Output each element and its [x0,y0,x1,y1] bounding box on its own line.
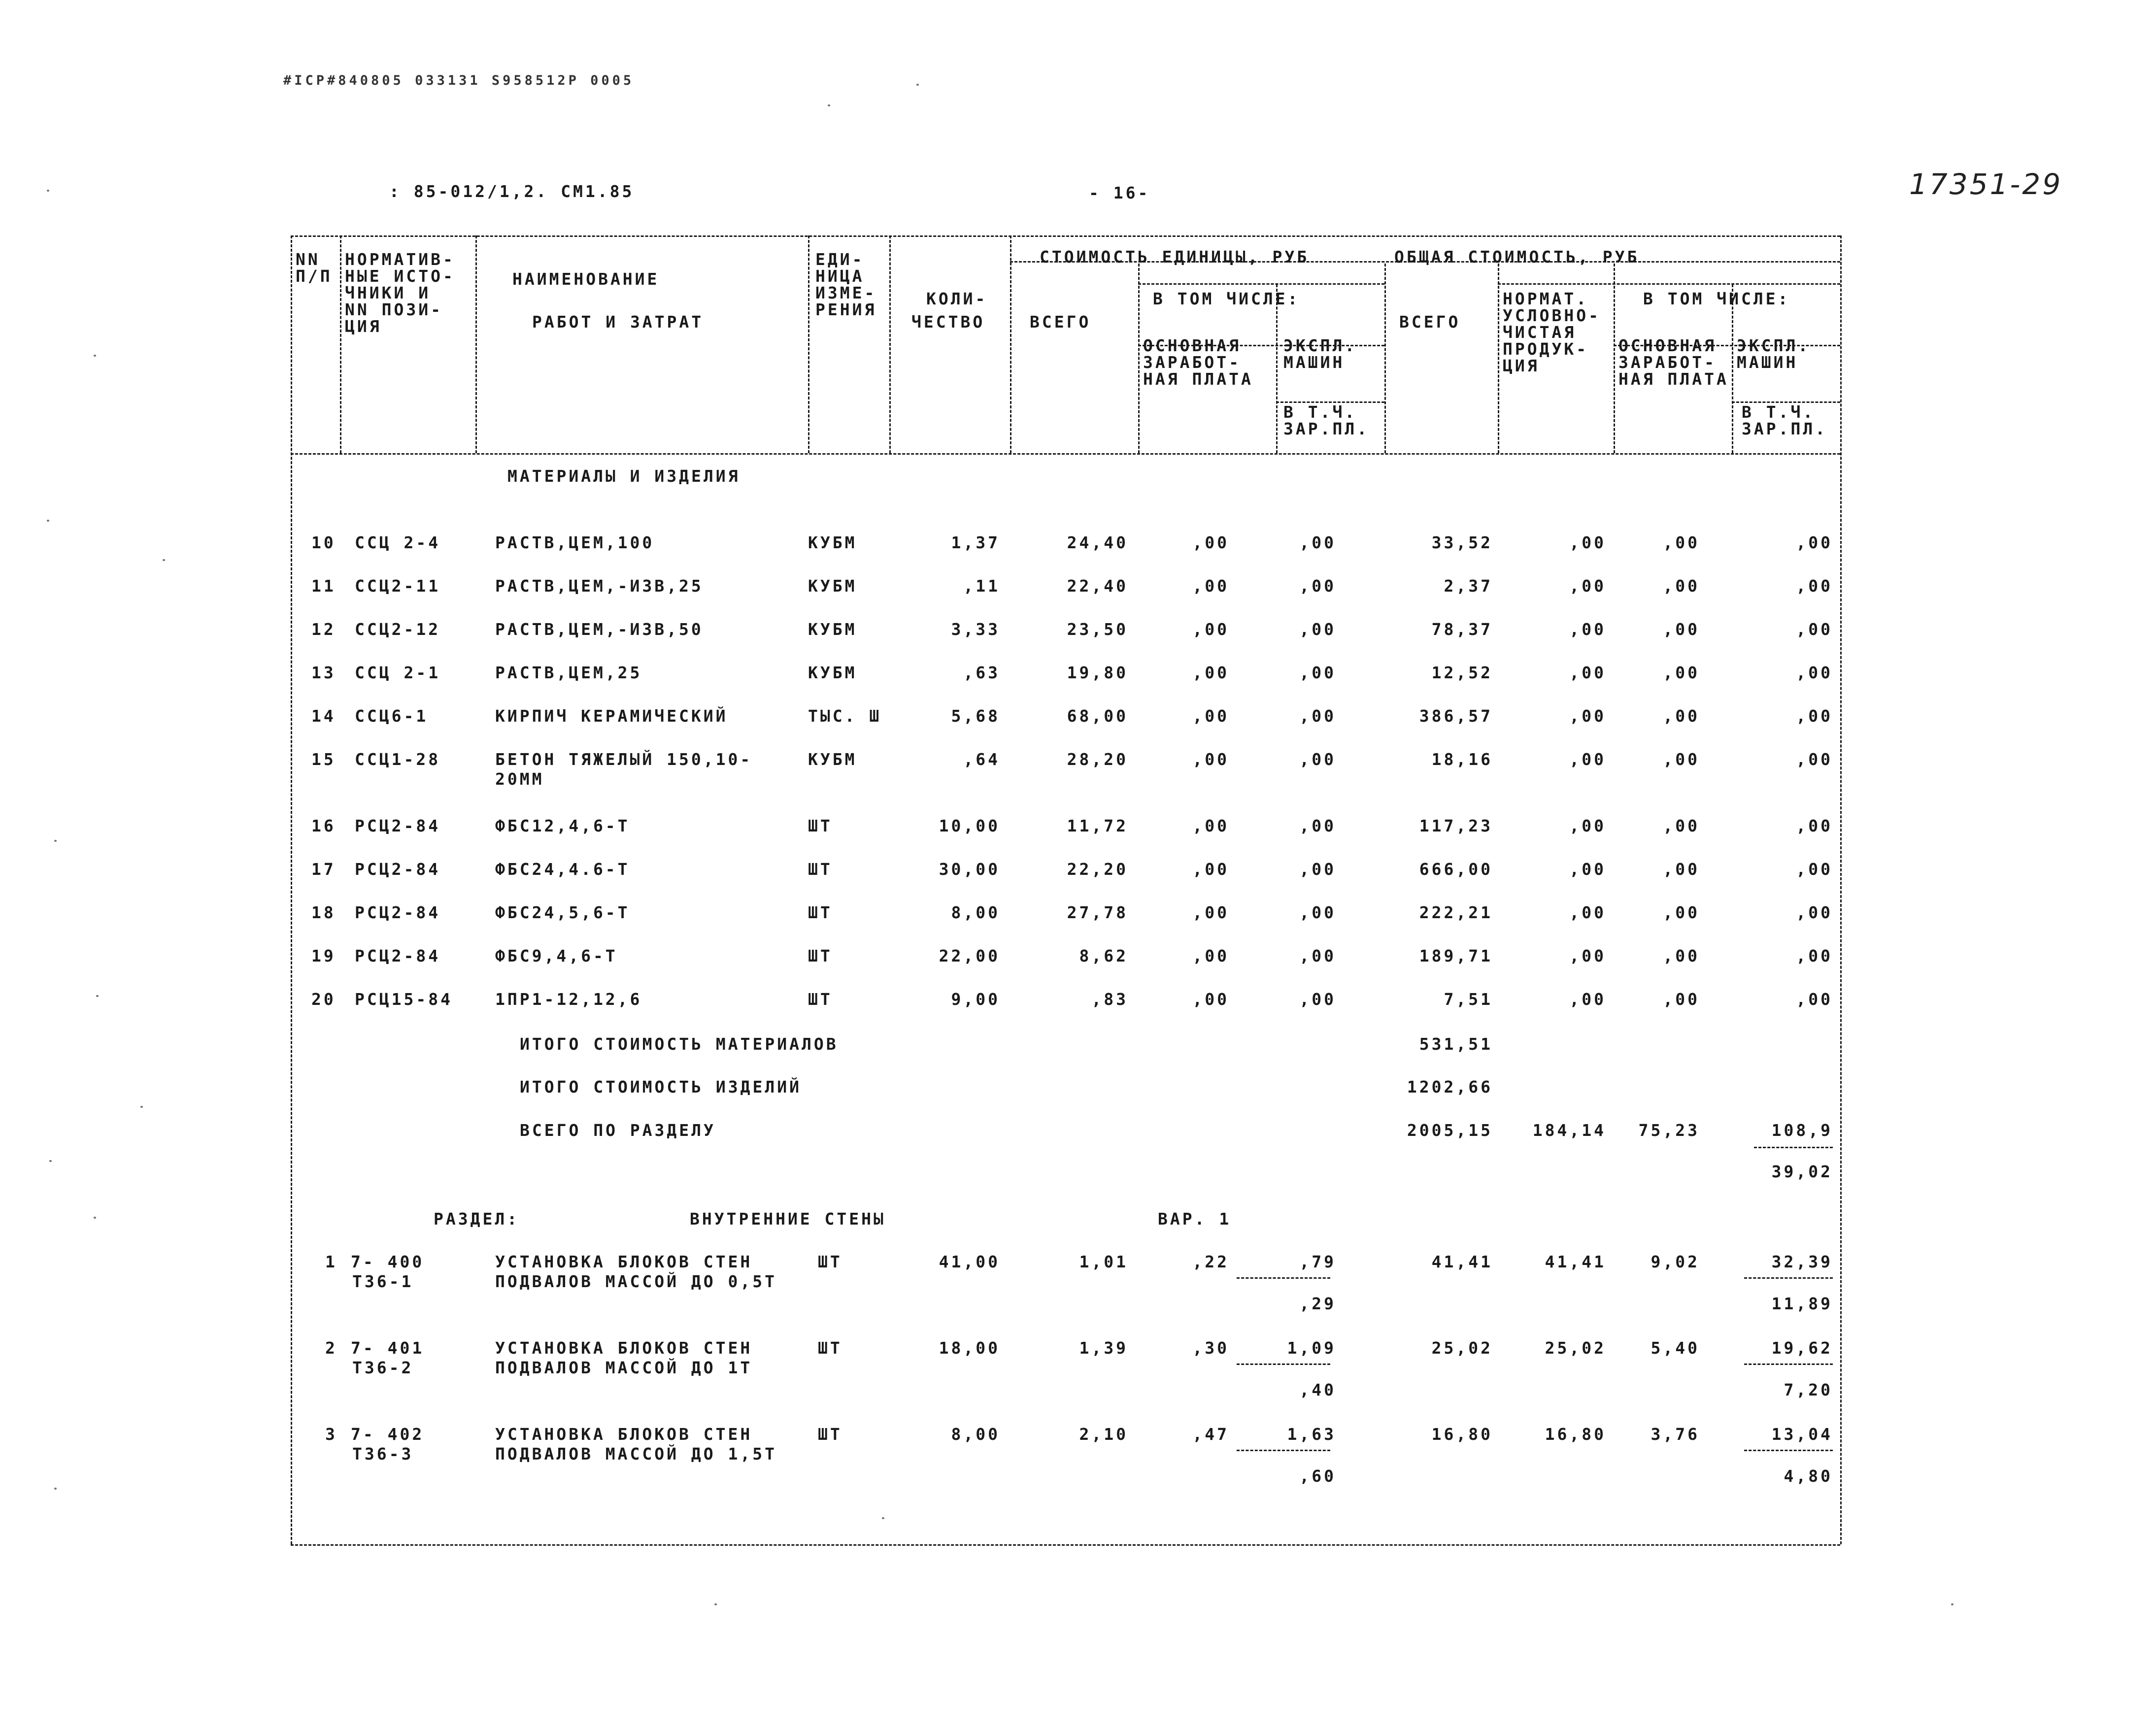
scan-speck [714,1603,717,1605]
table-right-rule [1840,235,1842,1544]
row-unit: КУБМ [808,750,857,769]
row-unit-total: ,83 [1091,990,1128,1009]
header-normat: ЦИЯ [1503,356,1540,375]
work-source-code-2: Т36-1 [352,1272,414,1291]
row-unit-total: 24,40 [1067,533,1128,552]
row-machines: ,00 [1796,990,1833,1009]
header-column-rule [475,235,477,453]
header-normat: ЧИСТАЯ [1503,323,1577,342]
work-split-rule [1744,1450,1833,1451]
row-source-code: РСЦ2-84 [355,860,441,879]
scan-speck [47,520,49,522]
row-pay: ,00 [1663,533,1700,552]
work-machines-pay: 4,80 [1784,1466,1833,1486]
totals-total: 531,51 [1419,1034,1493,1054]
row-total: 18,16 [1431,750,1493,769]
row-quantity: 9,00 [951,990,1000,1009]
row-name: РАСТВ,ЦЕМ,25 [495,663,642,682]
row-total: 12,52 [1431,663,1493,682]
row-total: 33,52 [1431,533,1493,552]
work-unit-total: 1,39 [1079,1338,1128,1358]
row-pay: ,00 [1663,990,1700,1009]
work-unit-machines-pay: ,29 [1299,1294,1336,1313]
header-col-number: П/П [296,266,333,286]
row-normat: ,00 [1569,533,1606,552]
header-unit-base-pay: ЗАРАБОТ- [1143,353,1241,372]
work-unit-pay: ,30 [1192,1338,1229,1358]
row-normat: ,00 [1569,860,1606,879]
row-total: 2,37 [1444,576,1493,596]
work-source-code: 7- 402 [351,1425,425,1444]
work-unit-pay: ,22 [1192,1252,1229,1271]
work-unit-total: 2,10 [1079,1425,1128,1444]
row-quantity: ,11 [963,576,1000,596]
row-unit-pay: ,00 [1192,903,1229,922]
row-name: ФБС12,4,6-Т [495,816,630,835]
row-unit: ШТ [808,816,833,835]
row-source-code: ССЦ 2-1 [355,663,441,682]
scan-speck [140,1106,143,1108]
table-top-rule [291,235,1840,237]
document-code: : 85-012/1,2. CM1.85 [389,182,635,201]
totals-machines: 108,9 [1771,1121,1833,1140]
row-unit: ШТ [808,990,833,1009]
section2-label: РАЗДЕЛ: [434,1209,520,1229]
header-total-total: ВСЕГО [1399,312,1461,332]
header-column-rule [1732,284,1733,453]
header-column-rule [1614,264,1615,453]
totals-total: 1202,66 [1407,1077,1493,1097]
header-unit-in-that: В ТОМ ЧИСЛЕ: [1153,289,1300,308]
row-total: 7,51 [1444,990,1493,1009]
header-total-base-pay: ЗАРАБОТ- [1618,353,1717,372]
row-unit-pay: ,00 [1192,750,1229,769]
row-unit-total: 27,78 [1067,903,1128,922]
work-quantity: 18,00 [939,1338,1000,1358]
row-unit: ШТ [808,946,833,965]
work-split-rule [1237,1277,1330,1279]
header-col-source: ЦИЯ [345,317,382,336]
row-number: 15 [311,750,336,769]
row-name: ФБС24,5,6-Т [495,903,630,922]
row-normat: ,00 [1569,750,1606,769]
row-pay: ,00 [1663,860,1700,879]
row-unit-machines: ,00 [1299,533,1336,552]
header-total-incl-pay: В Т.Ч. [1742,402,1816,422]
row-machines: ,00 [1796,816,1833,835]
header-total-in-that: В ТОМ ЧИСЛЕ: [1643,289,1790,308]
totals-label: ВСЕГО ПО РАЗДЕЛУ [520,1121,716,1140]
row-unit-pay: ,00 [1192,533,1229,552]
header-col-name: НАИМЕНОВАНИЕ [512,269,660,289]
work-source-code-2: Т36-2 [352,1358,414,1377]
row-machines: ,00 [1796,620,1833,639]
header-column-rule [1276,284,1278,453]
section-title: МАТЕРИАЛЫ И ИЗДЕЛИЯ [507,466,741,486]
row-machines: ,00 [1796,706,1833,726]
row-source-code: РСЦ2-84 [355,946,441,965]
row-unit-pay: ,00 [1192,576,1229,596]
row-unit-machines: ,00 [1299,750,1336,769]
row-name: РАСТВ,ЦЕМ,-ИЗВ,50 [495,620,704,639]
work-number: 1 [325,1252,337,1271]
row-number: 17 [311,860,336,879]
row-normat: ,00 [1569,706,1606,726]
row-machines: ,00 [1796,903,1833,922]
page-number: - 16- [1089,183,1150,202]
work-split-rule [1237,1363,1330,1365]
scan-speck [94,355,96,357]
row-unit-total: 22,20 [1067,860,1128,879]
row-machines: ,00 [1796,860,1833,879]
row-unit-total: 22,40 [1067,576,1128,596]
work-name: ПОДВАЛОВ МАССОЙ ДО 1Т [495,1358,753,1377]
totals-normat: 184,14 [1532,1121,1606,1140]
row-number: 14 [311,706,336,726]
row-unit: КУБМ [808,576,857,596]
totals-pay: 75,23 [1638,1121,1700,1140]
row-machines: ,00 [1796,663,1833,682]
work-total: 16,80 [1431,1425,1493,1444]
header-total-machines: МАШИН [1737,353,1798,372]
work-machines-pay: 7,20 [1784,1380,1833,1399]
row-name: ФБС24,4.6-Т [495,860,630,879]
row-name: РАСТВ,ЦЕМ,100 [495,533,655,552]
totals-total: 2005,15 [1407,1121,1493,1140]
row-unit-total: 68,00 [1067,706,1128,726]
scan-speck [94,1217,96,1219]
row-unit-pay: ,00 [1192,860,1229,879]
header-unit-base-pay: НАЯ ПЛАТА [1143,369,1253,389]
header-bottom-rule [291,453,1840,455]
row-source-code: РСЦ2-84 [355,903,441,922]
row-unit-pay: ,00 [1192,620,1229,639]
row-pay: ,00 [1663,663,1700,682]
work-number: 2 [325,1338,337,1358]
header-col-unit: НИЦА [815,266,865,286]
work-unit-machines: 1,63 [1287,1425,1336,1444]
row-unit-pay: ,00 [1192,706,1229,726]
totals-machines-pay: 39,02 [1771,1162,1833,1181]
row-unit-machines: ,00 [1299,903,1336,922]
work-machines-pay: 11,89 [1771,1294,1833,1313]
totals-split-rule [1754,1147,1833,1148]
row-unit-pay: ,00 [1192,990,1229,1009]
header-subgroup-rule [1138,283,1384,285]
scan-speck [163,559,165,561]
work-unit: ШТ [818,1425,842,1444]
header-col-source: ЧНИКИ И [345,283,431,302]
header-column-rule [1138,264,1140,453]
header-total-incl-pay: ЗАР.ПЛ. [1742,419,1828,438]
work-source-code-2: Т36-3 [352,1444,414,1463]
row-number: 19 [311,946,336,965]
header-normat: НОРМАТ. [1503,289,1589,308]
row-pay: ,00 [1663,750,1700,769]
work-number: 3 [325,1425,337,1444]
header-unit-total: ВСЕГО [1030,312,1091,332]
row-unit-total: 23,50 [1067,620,1128,639]
row-source-code: РСЦ2-84 [355,816,441,835]
row-quantity: 10,00 [939,816,1000,835]
header-col-name: РАБОТ И ЗАТРАТ [532,312,704,332]
header-col-number: NN [296,250,320,269]
work-normat: 25,02 [1545,1338,1606,1358]
work-normat: 16,80 [1545,1425,1606,1444]
row-unit: ШТ [808,903,833,922]
work-unit: ШТ [818,1338,842,1358]
work-machines: 13,04 [1771,1425,1833,1444]
row-name: РАСТВ,ЦЕМ,-ИЗВ,25 [495,576,704,596]
scan-speck [916,84,919,86]
row-unit: КУБМ [808,533,857,552]
work-unit-machines: 1,09 [1287,1338,1336,1358]
work-name: УСТАНОВКА БЛОКОВ СТЕН [495,1425,753,1444]
row-unit-machines: ,00 [1299,620,1336,639]
totals-label: ИТОГО СТОИМОСТЬ МАТЕРИАЛОВ [520,1034,839,1054]
row-unit-machines: ,00 [1299,860,1336,879]
row-unit-pay: ,00 [1192,663,1229,682]
row-unit-total: 28,20 [1067,750,1128,769]
header-total-base-pay: ОСНОВНАЯ [1618,336,1717,355]
header-col-source: НОРМАТИВ- [345,250,455,269]
row-total: 666,00 [1419,860,1493,879]
row-pay: ,00 [1663,576,1700,596]
row-source-code: ССЦ2-12 [355,620,441,639]
header-col-unit: ИЗМЕ- [815,283,877,302]
work-quantity: 41,00 [939,1252,1000,1271]
scan-speck [47,190,49,192]
header-unit-machines: ЭКСПЛ. [1283,336,1357,355]
row-unit: ШТ [808,860,833,879]
row-unit-pay: ,00 [1192,946,1229,965]
row-total: 222,21 [1419,903,1493,922]
row-name: 20ММ [495,769,544,789]
header-total-base-pay: НАЯ ПЛАТА [1618,369,1729,389]
header-total-machines: ЭКСПЛ. [1737,336,1811,355]
row-number: 10 [311,533,336,552]
row-name: ФБС9,4,6-Т [495,946,618,965]
row-normat: ,00 [1569,663,1606,682]
table-bottom-rule [291,1544,1840,1546]
work-pay: 3,76 [1651,1425,1700,1444]
scan-speck [828,104,830,106]
row-normat: ,00 [1569,816,1606,835]
row-number: 12 [311,620,336,639]
work-source-code: 7- 400 [351,1252,425,1271]
work-split-rule [1744,1277,1833,1279]
row-source-code: РСЦ15-84 [355,990,453,1009]
row-source-code: ССЦ2-11 [355,576,441,596]
row-pay: ,00 [1663,903,1700,922]
row-number: 13 [311,663,336,682]
header-unit-base-pay: ОСНОВНАЯ [1143,336,1241,355]
row-unit: КУБМ [808,620,857,639]
work-split-rule [1237,1450,1330,1451]
row-unit-pay: ,00 [1192,816,1229,835]
header-unit-incl-pay: ЗАР.ПЛ. [1283,419,1370,438]
row-total: 117,23 [1419,816,1493,835]
scan-speck [96,995,99,997]
row-quantity: 3,33 [951,620,1000,639]
scan-speck [54,840,57,842]
row-name: 1ПР1-12,12,6 [495,990,642,1009]
header-column-rule [1384,264,1386,453]
work-source-code: 7- 401 [351,1338,425,1358]
header-subgroup-rule [1498,283,1840,285]
row-number: 11 [311,576,336,596]
work-pay: 5,40 [1651,1338,1700,1358]
work-total: 25,02 [1431,1338,1493,1358]
row-machines: ,00 [1796,576,1833,596]
row-normat: ,00 [1569,946,1606,965]
work-name: УСТАНОВКА БЛОКОВ СТЕН [495,1252,753,1271]
row-total: 189,71 [1419,946,1493,965]
header-col-source: НЫЕ ИСТО- [345,266,455,286]
row-unit-machines: ,00 [1299,990,1336,1009]
row-number: 16 [311,816,336,835]
row-unit-machines: ,00 [1299,576,1336,596]
row-unit: ТЫС. Ш [808,706,882,726]
row-unit-total: 19,80 [1067,663,1128,682]
row-quantity: 5,68 [951,706,1000,726]
work-unit-machines-pay: ,60 [1299,1466,1336,1486]
row-source-code: ССЦ1-28 [355,750,441,769]
header-unit-incl-pay: В Т.Ч. [1283,402,1357,422]
row-unit-machines: ,00 [1299,706,1336,726]
row-quantity: 8,00 [951,903,1000,922]
row-pay: ,00 [1663,620,1700,639]
row-pay: ,00 [1663,816,1700,835]
header-column-rule [889,235,891,453]
work-normat: 41,41 [1545,1252,1606,1271]
row-unit-total: 8,62 [1079,946,1128,965]
row-pay: ,00 [1663,946,1700,965]
header-col-unit: РЕНИЯ [815,300,877,319]
work-unit-total: 1,01 [1079,1252,1128,1271]
work-name: ПОДВАЛОВ МАССОЙ ДО 1,5Т [495,1444,777,1463]
header-col-unit: ЕДИ- [815,250,865,269]
scan-speck [54,1488,57,1490]
row-source-code: ССЦ 2-4 [355,533,441,552]
header-column-rule [1498,264,1499,453]
work-machines: 19,62 [1771,1338,1833,1358]
row-machines: ,00 [1796,533,1833,552]
scan-speck [49,1160,52,1162]
row-unit-machines: ,00 [1299,663,1336,682]
row-pay: ,00 [1663,706,1700,726]
handwritten-number: 17351-29 [1909,167,2063,201]
row-quantity: 1,37 [951,533,1000,552]
row-total: 386,57 [1419,706,1493,726]
row-normat: ,00 [1569,620,1606,639]
header-unit-cost: СТОИМОСТЬ ЕДИНИЦЫ, РУБ [1040,247,1310,266]
row-normat: ,00 [1569,576,1606,596]
header-column-rule [340,235,341,453]
row-total: 78,37 [1431,620,1493,639]
row-name: БЕТОН ТЯЖЕЛЫЙ 150,10- [495,750,753,769]
header-column-rule [808,235,809,453]
section2-title: ВНУТРЕННИЕ СТЕНЫ [690,1209,886,1229]
header-total-cost: ОБЩАЯ СТОИМОСТЬ, РУБ [1394,247,1640,266]
header-col-source: NN ПОЗИ- [345,300,443,319]
scan-speck [882,1517,884,1519]
work-unit-pay: ,47 [1192,1425,1229,1444]
work-name: ПОДВАЛОВ МАССОЙ ДО 0,5Т [495,1272,777,1291]
row-machines: ,00 [1796,946,1833,965]
header-normat: ПРОДУК- [1503,339,1589,359]
row-quantity: ,63 [963,663,1000,682]
work-unit-machines-pay: ,40 [1299,1380,1336,1399]
scan-speck [1951,1603,1954,1605]
row-number: 20 [311,990,336,1009]
work-pay: 9,02 [1651,1252,1700,1271]
row-normat: ,00 [1569,903,1606,922]
row-source-code: ССЦ6-1 [355,706,429,726]
row-unit-machines: ,00 [1299,946,1336,965]
header-normat: УСЛОВНО- [1503,306,1601,325]
row-unit-total: 11,72 [1067,816,1128,835]
work-name: УСТАНОВКА БЛОКОВ СТЕН [495,1338,753,1358]
work-total: 41,41 [1431,1252,1493,1271]
section2-variant: ВАР. 1 [1158,1209,1232,1229]
row-normat: ,00 [1569,990,1606,1009]
header-col-qty: КОЛИ- [926,289,988,308]
work-machines: 32,39 [1771,1252,1833,1271]
header-col-qty: ЧЕСТВО [911,312,985,332]
row-unit-machines: ,00 [1299,816,1336,835]
work-split-rule [1744,1363,1833,1365]
row-quantity: ,64 [963,750,1000,769]
row-quantity: 30,00 [939,860,1000,879]
totals-label: ИТОГО СТОИМОСТЬ ИЗДЕЛИЙ [520,1077,802,1097]
table-left-rule [291,235,292,1544]
work-quantity: 8,00 [951,1425,1000,1444]
row-machines: ,00 [1796,750,1833,769]
row-number: 18 [311,903,336,922]
work-unit-machines: ,79 [1299,1252,1336,1271]
row-quantity: 22,00 [939,946,1000,965]
row-name: КИРПИЧ КЕРАМИЧЕСКИЙ [495,706,728,726]
header-column-rule [1010,235,1011,453]
row-unit: КУБМ [808,663,857,682]
work-unit: ШТ [818,1252,842,1271]
archive-stamp: #ICP#840805 033131 S958512P 0005 [283,73,635,88]
header-unit-machines: МАШИН [1283,353,1345,372]
